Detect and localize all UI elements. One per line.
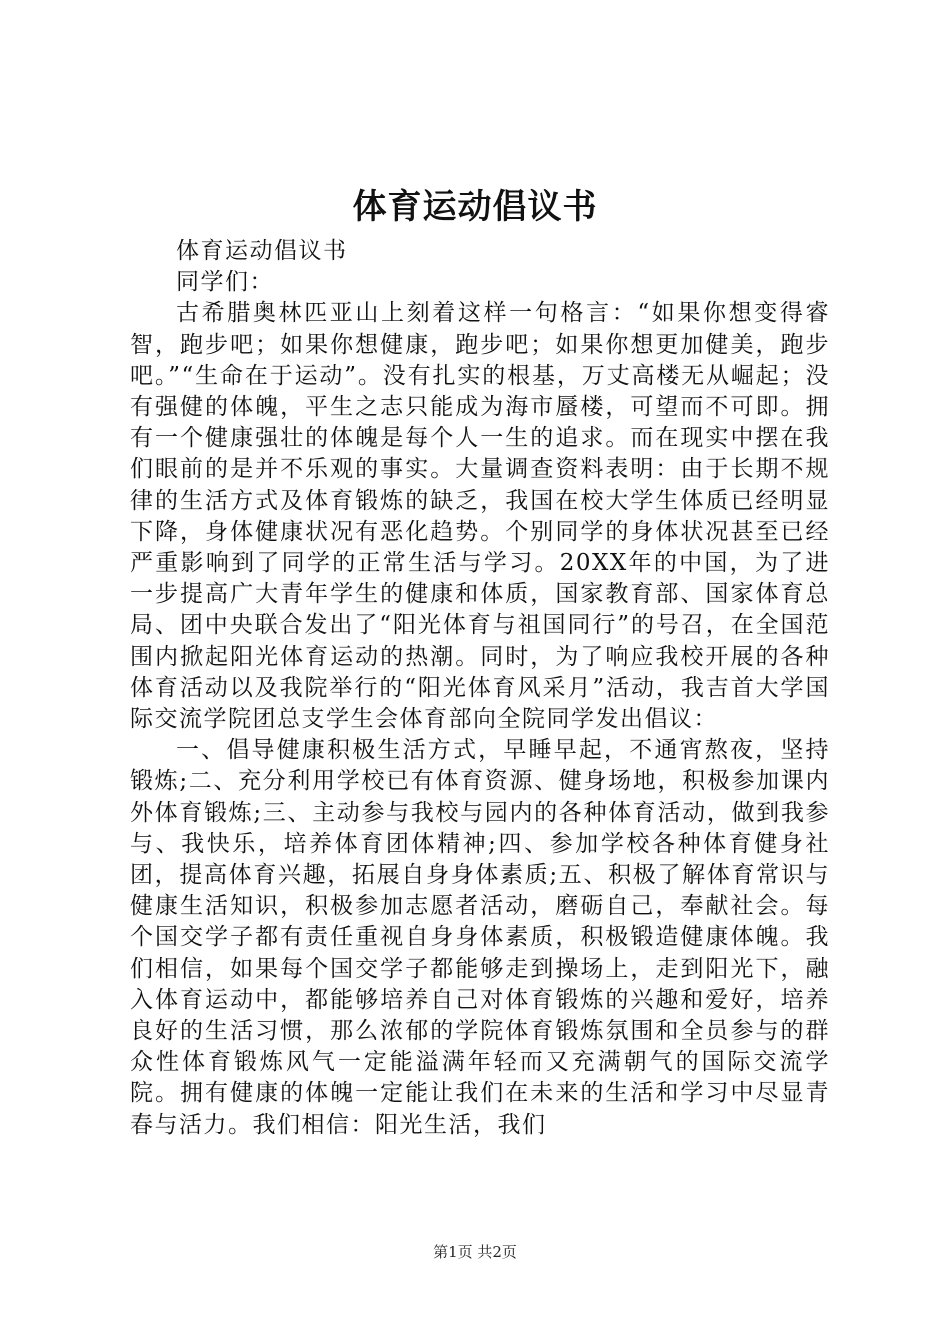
body-paragraph: 一、倡导健康积极生活方式，早睡早起，不通宵熬夜，坚持锻炼;二、充分利用学校已有体育资源、健身场地，积极参加课内外体育锻炼;三、主动参与我校与园内的各种体育活动，做到我参与、我快乐，培养体育团体精神;四、参加学校各种体育健身社团，提高体育兴趣，拓展自身身体素质;五、积极了解体育常识与健康生活知识，积极参加志愿者活动，磨砺自己，奉献社会。每个国交学子都有责任重视自身身体素质，积极锻造健康体魄。我们相信，如果每个国交学子都能够走到操场上，走到阳光下，融入体育运动中，都能够培养自己对体育锻炼的兴趣和爱好，培养良好的生活习惯，那么浓郁的学院体育锻炼氛围和全员参与的群众性体育锻炼风气一定能溢满年轻而又充满朝气的国际交流学院。拥有健康的体魄一定能让我们在未来的生活和学习中尽显青春与活力。我们相信：阳光生活，我们: [130, 737, 830, 1138]
salutation-paragraph: 同学们：: [176, 269, 274, 296]
document-title: 体育运动倡议书: [352, 187, 598, 227]
body-paragraph: 古希腊奥林匹亚山上刻着这样一句格言：“如果你想变得睿智，跑步吧；如果你想健康，跑步吧；如果你想更加健美，跑步吧。”“生命在于运动”。没有扎实的根基，万丈高楼无从崛起；没有强健的体魄，平生之志只能成为海市蜃楼，可望而不可即。拥有一个健康强壮的体魄是每个人一生的追求。而在现实中摆在我们眼前的是并不乐观的事实。大量调查资料表明：由于长期不规律的生活方式及体育锻炼的缺乏，我国在校大学生体质已经明显下降，身体健康状况有恶化趋势。个别同学的身体状况甚至已经严重影响到了同学的正常生活与学习。20XX年的中国，为了进一步提高广大青年学生的健康和体质，国家教育部、国家体育总局、团中央联合发出了“阳光体育与祖国同行”的号召，在全国范围内掀起阳光体育运动的热潮。同时，为了响应我校开展的各种体育活动以及我院举行的“阳光体育风采月”活动，我吉首大学国际交流学院团总支学生会体育部向全院同学发出倡议：: [130, 300, 830, 733]
page-footer: 第1页 共2页: [433, 1243, 517, 1261]
document-body: [130, 236, 830, 1141]
subtitle-paragraph: 体育运动倡议书: [176, 238, 348, 264]
